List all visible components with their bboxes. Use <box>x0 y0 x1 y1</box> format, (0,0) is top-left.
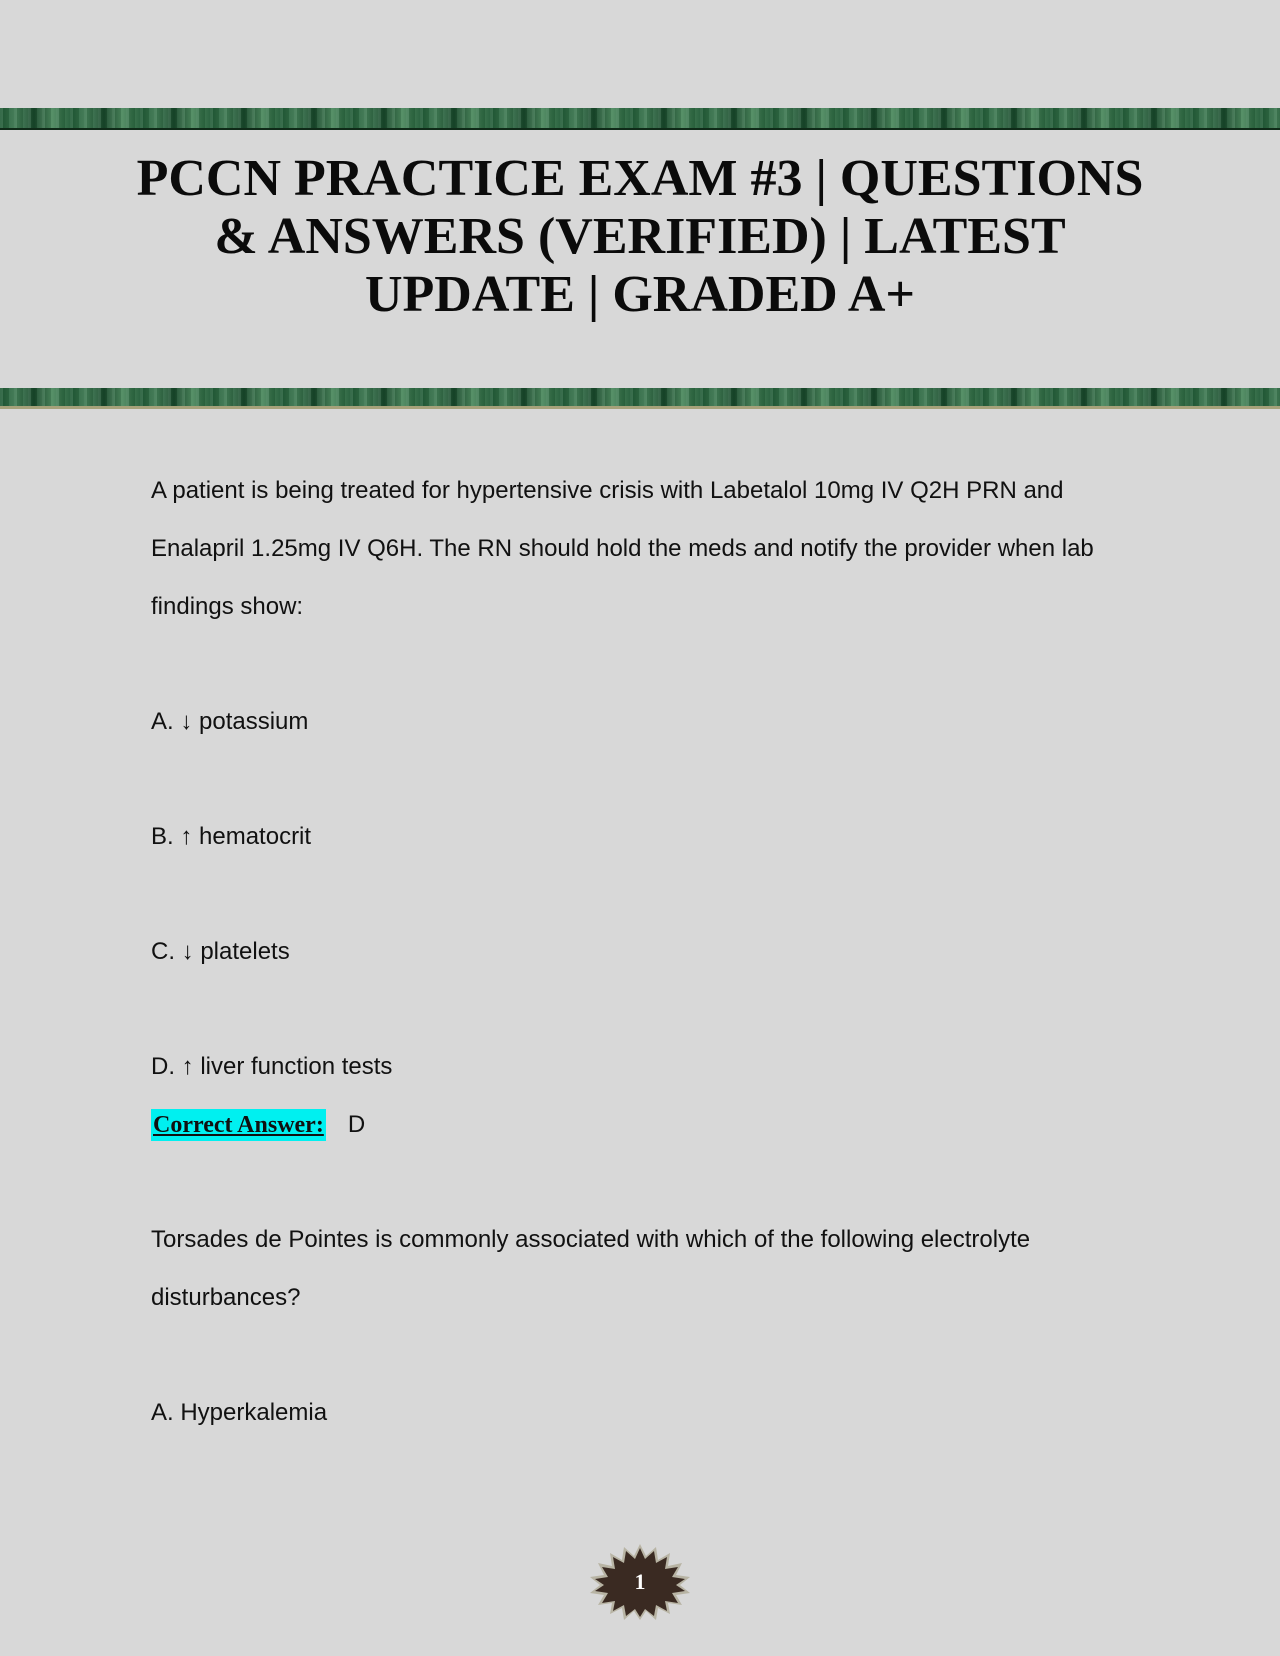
question-1-option-b: B. ↑ hematocrit <box>151 823 312 850</box>
document-title: PCCN PRACTICE EXAM #3 | QUESTIONS & ANSWERS (VERIFIED) | LATEST UPDATE | GRADED A+ <box>136 150 1144 323</box>
correct-answer-value: D <box>347 1111 366 1138</box>
question-2-option-a: A. Hyperkalemia <box>151 1399 328 1426</box>
question-1-option-a: A. ↓ potassium <box>151 708 309 735</box>
document-body <box>151 462 1131 1442</box>
correct-answer-label: Correct Answer: <box>151 1109 326 1141</box>
question-1-text: A patient is being treated for hypertensive crisis with Labetalol 10mg IV Q2H PRN and Enalapril 1.25mg IV Q6H. The RN should hold the meds and notify the provider when lab findings show: <box>151 477 1094 620</box>
header-bottom-band <box>0 388 1280 409</box>
question-1-answer <box>151 1096 1131 1154</box>
question-1-option-c: C. ↓ platelets <box>151 938 290 965</box>
page-number: 1 <box>634 1569 646 1594</box>
question-1-option-d: D. ↑ liver function tests <box>151 1053 393 1080</box>
question-2-text: Torsades de Pointes is commonly associated with which of the following electrolyte disturbances? <box>151 1226 1031 1311</box>
page-number-badge <box>586 1542 694 1622</box>
header-top-band <box>0 108 1280 130</box>
